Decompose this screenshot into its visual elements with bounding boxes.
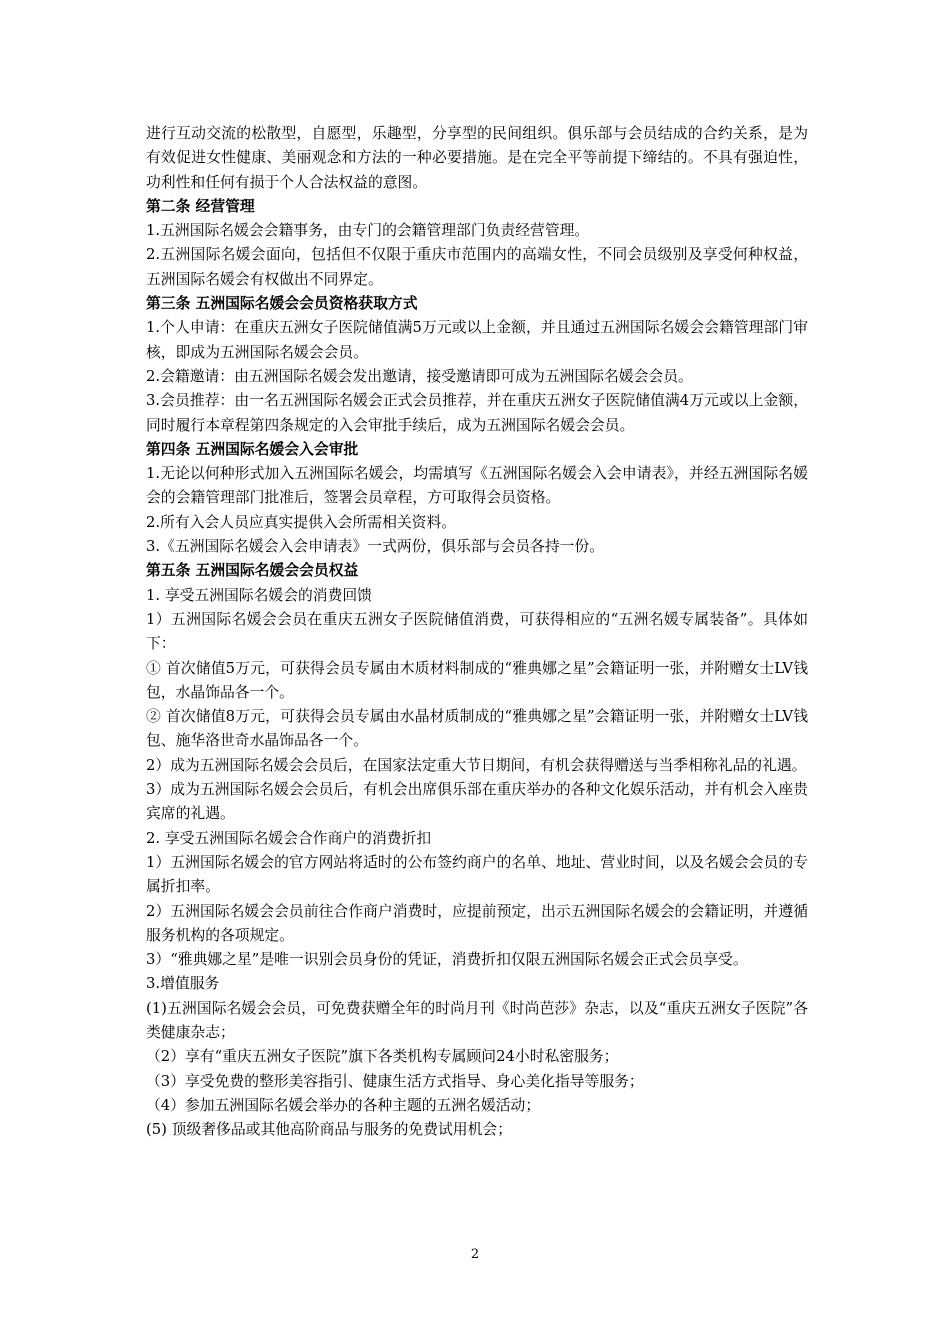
paragraph: (5) 顶级奢侈品或其他高阶商品与服务的免费试用机会； bbox=[146, 1121, 512, 1139]
document-body bbox=[146, 122, 808, 1142]
section-heading: 第五条 五洲国际名媛会会员权益 bbox=[146, 562, 359, 580]
paragraph: （4）参加五洲国际名媛会举办的各种主题的五洲名媛活动； bbox=[146, 1096, 541, 1114]
paragraph: 3）成为五洲国际名媛会会员后，有机会出席俱乐部在重庆举办的各种文化娱乐活动，并有机会入座贵宾席的礼遇。 bbox=[146, 781, 808, 823]
paragraph: ① 首次储值5万元，可获得会员专属由木质材料制成的“雅典娜之星”会籍证明一张，并附赠女士LV钱包，水晶饰品各一个。 bbox=[146, 659, 808, 701]
paragraph: 1.个人申请：在重庆五洲女子医院储值满5万元或以上金额，并且通过五洲国际名媛会会籍管理部门审核，即成为五洲国际名媛会会员。 bbox=[146, 319, 808, 361]
paragraph: （3）享受免费的整形美容指引、健康生活方式指导、身心美化指导等服务； bbox=[146, 1072, 644, 1090]
paragraph: 2）五洲国际名媛会会员前往合作商户消费时，应提前预定，出示五洲国际名媛会的会籍证明，并遵循服务机构的各项规定。 bbox=[146, 902, 808, 944]
paragraph: 1. 享受五洲国际名媛会的消费回馈 bbox=[146, 586, 372, 604]
section-heading: 第四条 五洲国际名媛会入会审批 bbox=[146, 440, 359, 458]
paragraph: 3.会员推荐：由一名五洲国际名媛会正式会员推荐，并在重庆五洲女子医院储值满4万元或以上金额，同时履行本章程第四条规定的入会审批手续后，成为五洲国际名媛会会员。 bbox=[146, 392, 808, 434]
paragraph: 1）五洲国际名媛会会员在重庆五洲女子医院储值消费，可获得相应的“五洲名媛专属装备”。具体如下： bbox=[146, 610, 808, 653]
paragraph: (1)五洲国际名媛会会员，可免费获赠全年的时尚月刊《时尚芭莎》杂志，以及“重庆五洲女子医院”各类健康杂志； bbox=[146, 999, 808, 1041]
paragraph: 2. 享受五洲国际名媛会合作商户的消费折扣 bbox=[146, 829, 432, 847]
page-number: 2 bbox=[470, 1247, 480, 1262]
paragraph: 3）“雅典娜之星”是唯一识别会员身份的凭证，消费折扣仅限五洲国际名媛会正式会员享受。 bbox=[146, 951, 748, 969]
section-heading: 第二条 经营管理 bbox=[146, 197, 255, 215]
paragraph: 1）五洲国际名媛会的官方网站将适时的公布签约商户的名单、地址、营业时间，以及名媛会会员的专属折扣率。 bbox=[146, 853, 808, 896]
paragraph: 2.会籍邀请：由五洲国际名媛会发出邀请，接受邀请即可成为五洲国际名媛会会员。 bbox=[146, 367, 693, 385]
paragraph: 1.五洲国际名媛会会籍事务，由专门的会籍管理部门负责经营管理。 bbox=[146, 222, 590, 240]
paragraph: 进行互动交流的松散型，自愿型，乐趣型，分享型的民间组织。俱乐部与会员结成的合约关系，是为有效促进女性健康、美丽观念和方法的一种必要措施。是在完全平等前提下缔结的。不具有强迫性，功利性和任何有损于个人合法权益的意图。 bbox=[146, 125, 808, 191]
section-heading: 第三条 五洲国际名媛会会员资格获取方式 bbox=[146, 295, 418, 313]
paragraph: 3.《五洲国际名媛会入会申请表》一式两份，俱乐部与会员各持一份。 bbox=[146, 538, 605, 556]
paragraph: 2.五洲国际名媛会面向，包括但不仅限于重庆市范围内的高端女性，不同会员级别及享受何种权益，五洲国际名媛会有权做出不同界定。 bbox=[146, 246, 808, 288]
paragraph: 3.增值服务 bbox=[146, 975, 220, 993]
paragraph: 2.所有入会人员应真实提供入会所需相关资料。 bbox=[146, 513, 457, 531]
paragraph: 1.无论以何种形式加入五洲国际名媛会，均需填写《五洲国际名媛会入会申请表》，并经五洲国际名媛会的会籍管理部门批准后，签署会员章程，方可取得会员资格。 bbox=[146, 465, 808, 507]
paragraph: （2）享有“重庆五洲女子医院”旗下各类机构专属顾问24小时私密服务； bbox=[146, 1048, 619, 1066]
paragraph: 2）成为五洲国际名媛会会员后，在国家法定重大节日期间，有机会获得赠送与当季相称礼品的礼遇。 bbox=[146, 756, 807, 774]
paragraph: ② 首次储值8万元，可获得会员专属由水晶材质制成的“雅典娜之星”会籍证明一张，并附赠女士LV钱包、施华洛世奇水晶饰品各一个。 bbox=[146, 708, 808, 750]
